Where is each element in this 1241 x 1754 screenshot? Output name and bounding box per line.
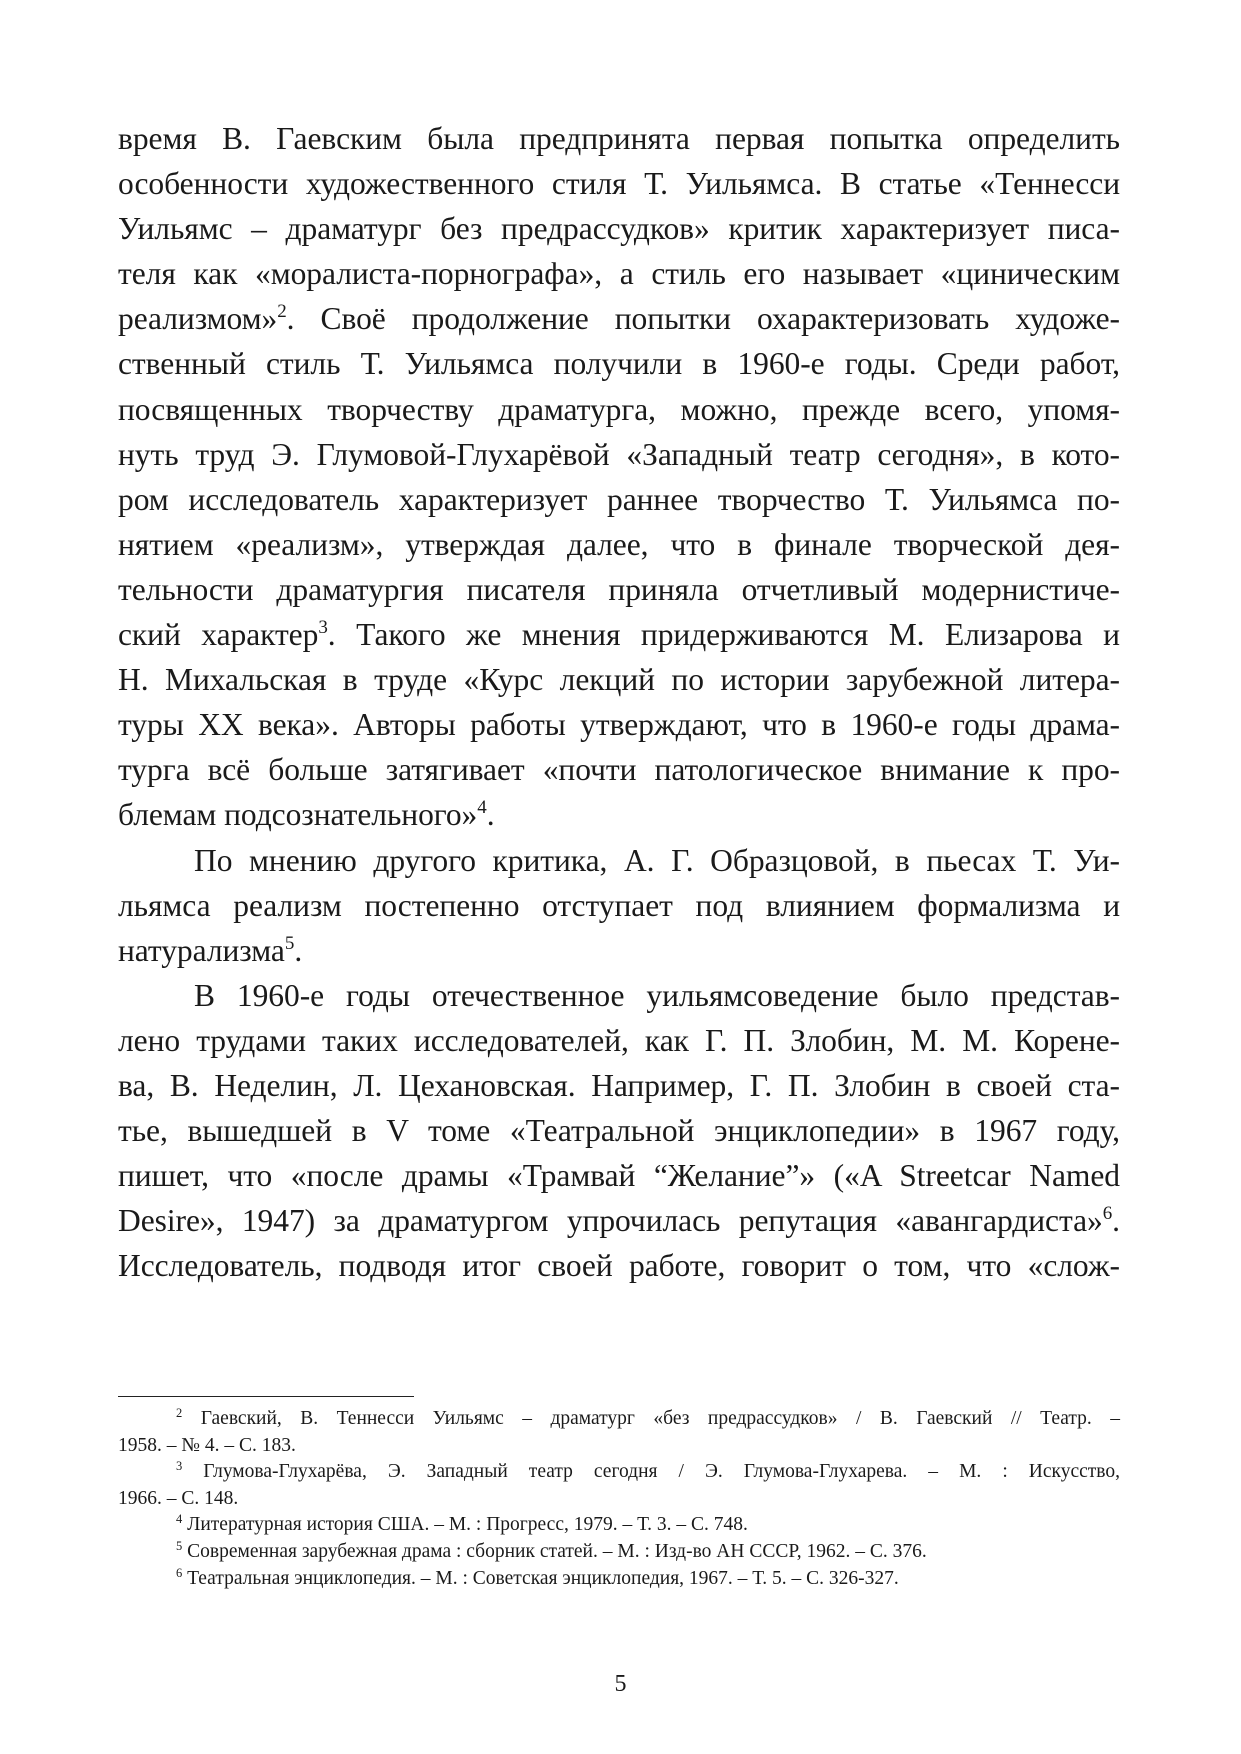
footnote-number: 2 [176,1406,183,1420]
text-line: ва, В. Неделин, Л. Цехановская. Например, Г. П. Злобин в своей ста- [118,1067,1120,1103]
text-line: турга всё больше затягивает «почти патологическое внимание к про- [118,752,1120,788]
text-line: блемам подсознательного»$^4$. [118,797,495,833]
text-line: нятием «реализм», утверждая далее, что в финале творческой дея- [118,526,1120,562]
paragraph [118,973,1120,1289]
footnote-line: 1958. – № 4. – С. 183. [118,1434,296,1456]
text-line: время В. Гаевским была предпринята первая попытка определить [118,121,1120,156]
footnote-separator [118,1396,414,1397]
text-line: ственный стиль Т. Уильямса получили в 1960-е годы. Среди работ, [118,346,1120,382]
footnote [118,1566,1120,1593]
footnote [118,1459,1120,1512]
footnotes [118,1406,1120,1592]
text-line: особенности художественного стиля Т. Уильямса. В статье «Теннесси [118,166,1120,202]
page-number: 5 [614,1671,627,1697]
text-line: Н. Михальская в труде «Курс лекций по истории зарубежной литера- [118,662,1120,698]
footnote-ref: 5 [284,932,295,954]
footnote-line: $^2$ Гаевский, В. Теннесси Уильямс – драматург «без предрассудков» / В. Гаевский // Театр. – [176,1406,1120,1429]
text-line: пишет, что «после драмы «Трамвай “Желание”» («A Streetcar Named [118,1158,1120,1194]
paragraph [118,116,1120,838]
text-line: ский характер$^3$. Такого же мнения придерживаются М. Елизарова и [118,617,1120,653]
footnote-line: 1966. – С. 148. [118,1487,239,1509]
footnote-number: 3 [176,1459,183,1474]
footnote-ref: 2 [277,301,287,323]
footnote-ref: 4 [477,797,487,819]
footnote-number: 5 [176,1538,183,1553]
footnote [118,1539,1120,1566]
text-line: льямса реализм постепенно отступает под влиянием формализма и [118,887,1120,923]
text-line: нуть труд Э. Глумовой-Глухарёвой «Западный театр сегодня», в кото- [118,436,1120,472]
footnote-number: 4 [176,1512,183,1527]
text-line: лено трудами таких исследователей, как Г. П. Злобин, М. М. Корене- [118,1022,1120,1058]
footnote [118,1512,1120,1539]
footnote-line: $^3$ Глумова-Глухарёва, Э. Западный театр сегодня / Э. Глумова-Глухарева. – М. : Искусство, [176,1459,1120,1483]
main-text [118,116,1120,1288]
text-line: реализмом»$^2$. Своё продолжение попытки охарактеризовать художе- [118,301,1120,337]
text-line: натурализма$^5$. [118,932,303,968]
footnote-ref: 3 [318,617,328,639]
text-line: ром исследователь характеризует раннее творчество Т. Уильямса по- [118,481,1120,517]
footnote-line: $^4$ Литературная история США. – М. : Прогресс, 1979. – Т. 3. – С. 748. [176,1512,748,1536]
paragraph [118,838,1120,973]
text-line: Исследователь, подводя итог своей работе, говорит о том, что «слож- [118,1248,1120,1284]
footnote-number: 6 [176,1565,183,1580]
footnote [118,1406,1120,1459]
text-line: Desire», 1947) за драматургом упрочилась репутация «авангардиста»$^6$. [118,1203,1120,1239]
footnote-line: $^5$ Современная зарубежная драма : сборник статей. – М. : Изд-во АН СССР, 1962. – С. 376. [176,1538,927,1562]
text-line: теля как «моралиста-порнографа», а стиль его называет «циническим [118,256,1120,292]
text-line: тельности драматургия писателя приняла отчетливый модернистиче- [118,571,1120,607]
text-line: посвященных творчеству драматурга, можно, прежде всего, упомя- [118,391,1120,427]
footnote-ref: 6 [1102,1203,1113,1225]
text-line: По мнению другого критика, А. Г. Образцовой, в пьесах Т. Уи- [194,842,1120,878]
text-line: В 1960-е годы отечественное уильямсоведение было представ- [194,977,1120,1013]
text-line: Уильямс – драматург без предрассудков» критик характеризует писа- [118,211,1120,247]
text-line: туры XX века». Авторы работы утверждают, что в 1960-е годы драма- [118,707,1120,743]
footnote-line: $^6$ Театральная энциклопедия. – М. : Советская энциклопедия, 1967. – Т. 5. – С. 326-327. [176,1565,899,1589]
text-line: тье, вышедшей в V томе «Театральной энциклопедии» в 1967 году, [118,1113,1120,1149]
